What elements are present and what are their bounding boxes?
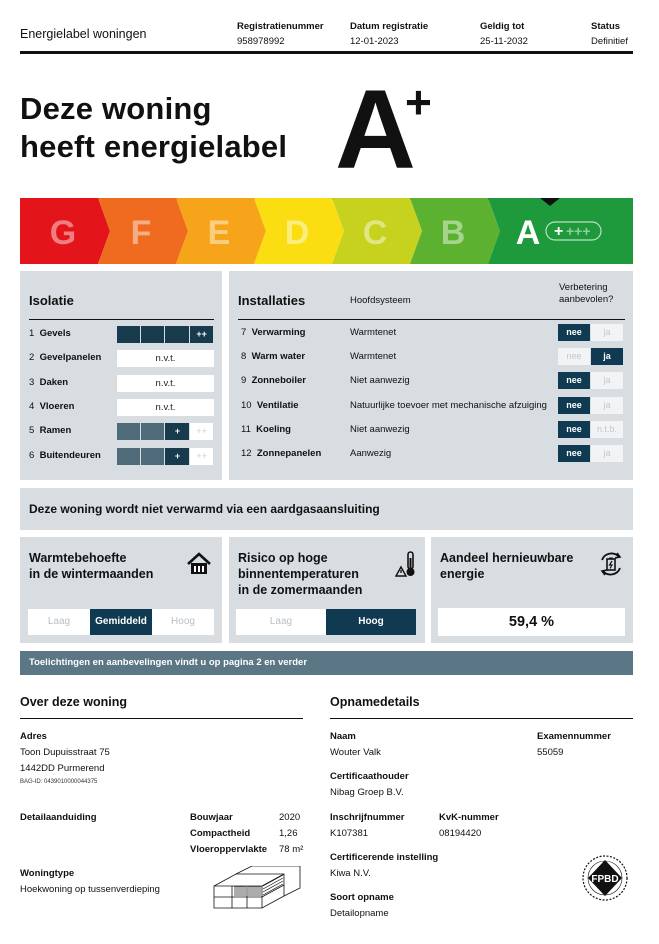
kvk-value: 08194420 bbox=[439, 828, 482, 839]
installatie-system: Niet aanwezig bbox=[350, 375, 410, 387]
energy-class-letter-d: D bbox=[284, 214, 310, 252]
soort-opname-label: Soort opname bbox=[330, 892, 394, 903]
verbetering-nee: nee bbox=[558, 372, 590, 389]
document-title: Energielabel woningen bbox=[20, 27, 147, 41]
page-title: Deze woning heeft energielabel bbox=[20, 91, 288, 164]
instelling-value: Kiwa N.V. bbox=[330, 868, 371, 879]
gas-notice-panel bbox=[20, 488, 633, 530]
bouwjaar-value: 2020 bbox=[279, 812, 301, 823]
vloeroppervlakte-label: Vloeroppervlakte bbox=[190, 844, 268, 855]
bouwjaar-label: Bouwjaar bbox=[190, 812, 233, 823]
energy-class-letter-f: F bbox=[130, 214, 152, 252]
isolatie-plus: ++ bbox=[196, 329, 207, 339]
woningtype-diagram bbox=[212, 866, 302, 912]
isolatie-scale-segment bbox=[117, 448, 141, 465]
energy-class-letter-c: C bbox=[362, 214, 388, 252]
adres-line2: 1442DD Purmerend bbox=[20, 763, 105, 774]
installaties-title: Installaties bbox=[238, 293, 306, 308]
isolatie-nvt: n.v.t. bbox=[117, 399, 214, 416]
verbetering-ja: ja bbox=[591, 397, 623, 414]
isolatie-scale-segment bbox=[117, 423, 141, 440]
verbetering-nee: nee bbox=[558, 421, 590, 438]
energy-class-letter-a: A bbox=[515, 214, 541, 252]
registration-number: Registratienummer 958978992 bbox=[237, 21, 324, 47]
installatie-system: Natuurlijke toevoer met mechanische afzuiging bbox=[350, 399, 547, 411]
isolatie-scale-segment bbox=[141, 423, 165, 440]
risico-panel bbox=[229, 537, 425, 643]
isolatie-row-label: 2 Gevelpanelen bbox=[29, 352, 102, 364]
installaties-divider bbox=[238, 319, 625, 320]
isolatie-plus: + bbox=[174, 426, 181, 437]
fpbd-logo bbox=[580, 853, 630, 903]
valid-until: Geldig tot 25-11-2032 bbox=[480, 21, 528, 47]
verbetering-ja: ja bbox=[591, 445, 623, 462]
installaties-panel bbox=[229, 271, 633, 480]
plus-active: + bbox=[554, 223, 564, 240]
isolatie-plus-dim: ++ bbox=[196, 426, 207, 437]
warmtebehoefte-panel bbox=[20, 537, 222, 643]
installatie-row-label: 8 Warm water bbox=[241, 351, 306, 363]
examennummer-label: Examennummer bbox=[537, 731, 611, 742]
hernieuwbaar-title: Aandeel hernieuwbare energie bbox=[440, 551, 574, 581]
warmtebehoefte-option: Hoog bbox=[152, 609, 214, 635]
energy-label-plus: + bbox=[405, 76, 432, 128]
certificaathouder-label: Certificaathouder bbox=[330, 771, 409, 782]
hernieuwbaar-value: 59,4 % bbox=[438, 608, 625, 636]
naam-label: Naam bbox=[330, 731, 356, 742]
certificaathouder-value: Nibag Groep B.V. bbox=[330, 787, 404, 798]
isolatie-nvt: n.v.t. bbox=[117, 350, 214, 367]
compactheid-label: Compactheid bbox=[190, 828, 251, 839]
examennummer-value: 55059 bbox=[537, 747, 564, 758]
toelichting-bar: Toelichtingen en aanbevelingen vindt u op pagina 2 en verder bbox=[20, 651, 633, 675]
hernieuwbaar-panel bbox=[431, 537, 633, 643]
document-header bbox=[20, 18, 633, 54]
isolatie-scale-segment bbox=[165, 326, 189, 343]
isolatie-row-label: 5 Ramen bbox=[29, 425, 72, 437]
inschrijfnummer-label: Inschrijfnummer bbox=[330, 812, 405, 823]
bag-id: BAG-ID: 0439010000044375 bbox=[20, 779, 98, 785]
isolatie-scale-segment bbox=[141, 448, 165, 465]
verbetering-nee: nee bbox=[558, 324, 590, 341]
energy-label-big: A bbox=[335, 67, 412, 192]
hoofdsysteem-header: Hoofdsysteem bbox=[350, 295, 411, 306]
woning-section-title: Over deze woning bbox=[20, 695, 127, 709]
status: Status Definitief bbox=[591, 21, 628, 47]
isolatie-plus-dim: ++ bbox=[196, 450, 207, 461]
installatie-row-label: 7 Verwarming bbox=[241, 327, 306, 338]
house-heating-icon bbox=[186, 552, 212, 576]
installatie-row-label: 9 Zonneboiler bbox=[241, 375, 306, 387]
thermometer-warning-icon bbox=[395, 550, 419, 578]
installatie-system: Niet aanwezig bbox=[350, 423, 410, 435]
energy-scale-graphic bbox=[20, 198, 633, 264]
isolatie-row-label: 3 Daken bbox=[29, 376, 69, 388]
risico-option: Hoog bbox=[326, 609, 416, 635]
isolatie-panel bbox=[20, 271, 222, 480]
warmtebehoefte-option: Laag bbox=[28, 609, 90, 635]
verbetering-ja: n.t.b. bbox=[591, 421, 623, 438]
verbetering-nee: nee bbox=[558, 445, 590, 462]
isolatie-row-label: 1 Gevels bbox=[29, 328, 71, 339]
adres-label: Adres bbox=[20, 731, 47, 742]
installatie-system: Warmtenet bbox=[350, 351, 397, 363]
installatie-row-label: 10 Ventilatie bbox=[241, 399, 299, 411]
verbetering-nee: nee bbox=[558, 348, 590, 365]
kvk-label: KvK-nummer bbox=[439, 812, 499, 823]
energy-class-letter-g: G bbox=[49, 214, 77, 252]
isolatie-title: Isolatie bbox=[29, 293, 74, 308]
installatie-system: Aanwezig bbox=[350, 448, 392, 459]
verbetering-nee: nee bbox=[558, 397, 590, 414]
isolatie-scale-segment bbox=[141, 326, 165, 343]
isolatie-plus: + bbox=[174, 450, 181, 461]
verbetering-ja: ja bbox=[591, 372, 623, 389]
inschrijfnummer-value: K107381 bbox=[330, 828, 369, 839]
instelling-label: Certificerende instelling bbox=[330, 852, 439, 863]
plus-inactive: +++ bbox=[566, 223, 591, 239]
risico-title: Risico op hoge binnentemperaturen in de zomermaanden bbox=[238, 551, 363, 597]
opname-section-title: Opnamedetails bbox=[330, 695, 420, 709]
gas-notice: Deze woning wordt niet verwarmd via een aardgasaansluiting bbox=[29, 502, 380, 516]
verbetering-ja: ja bbox=[591, 324, 623, 341]
woningtype-label: Woningtype bbox=[20, 868, 75, 879]
installatie-system: Warmtenet bbox=[350, 327, 397, 338]
warmtebehoefte-title: Warmtebehoefte in de wintermaanden bbox=[29, 551, 154, 581]
adres-line1: Toon Dupuisstraat 75 bbox=[20, 747, 110, 758]
opname-section-line bbox=[330, 718, 633, 719]
isolatie-nvt: n.v.t. bbox=[117, 375, 214, 392]
risico-option: Laag bbox=[236, 609, 326, 635]
verbetering-header: Verbetering aanbevolen? bbox=[559, 282, 614, 305]
naam-value: Wouter Valk bbox=[330, 747, 381, 758]
isolatie-divider bbox=[29, 319, 214, 320]
isolatie-row-label: 6 Buitendeuren bbox=[29, 449, 101, 461]
fpbd-logo-text: FPBD bbox=[591, 874, 619, 885]
energy-label-bar bbox=[20, 198, 633, 264]
installatie-row-label: 11 Koeling bbox=[241, 423, 291, 435]
renewable-battery-icon bbox=[598, 551, 624, 577]
isolatie-row-label: 4 Vloeren bbox=[29, 400, 75, 412]
woningtype-value: Hoekwoning op tussenverdieping bbox=[20, 884, 160, 895]
isolatie-scale-segment bbox=[117, 326, 141, 343]
warmtebehoefte-option: Gemiddeld bbox=[90, 609, 152, 635]
vloeroppervlakte-value: 78 m² bbox=[279, 844, 304, 855]
energy-class-letter-b: B bbox=[440, 214, 466, 252]
verbetering-ja: ja bbox=[591, 348, 623, 365]
detailaanduiding-label: Detailaanduiding bbox=[20, 812, 97, 823]
energy-class-letter-e: E bbox=[207, 214, 231, 252]
soort-opname-value: Detailopname bbox=[330, 908, 389, 919]
woning-section-line bbox=[20, 718, 303, 719]
registration-date: Datum registratie 12-01-2023 bbox=[350, 21, 429, 47]
installatie-row-label: 12 Zonnepanelen bbox=[241, 448, 322, 459]
compactheid-value: 1,26 bbox=[279, 828, 298, 839]
